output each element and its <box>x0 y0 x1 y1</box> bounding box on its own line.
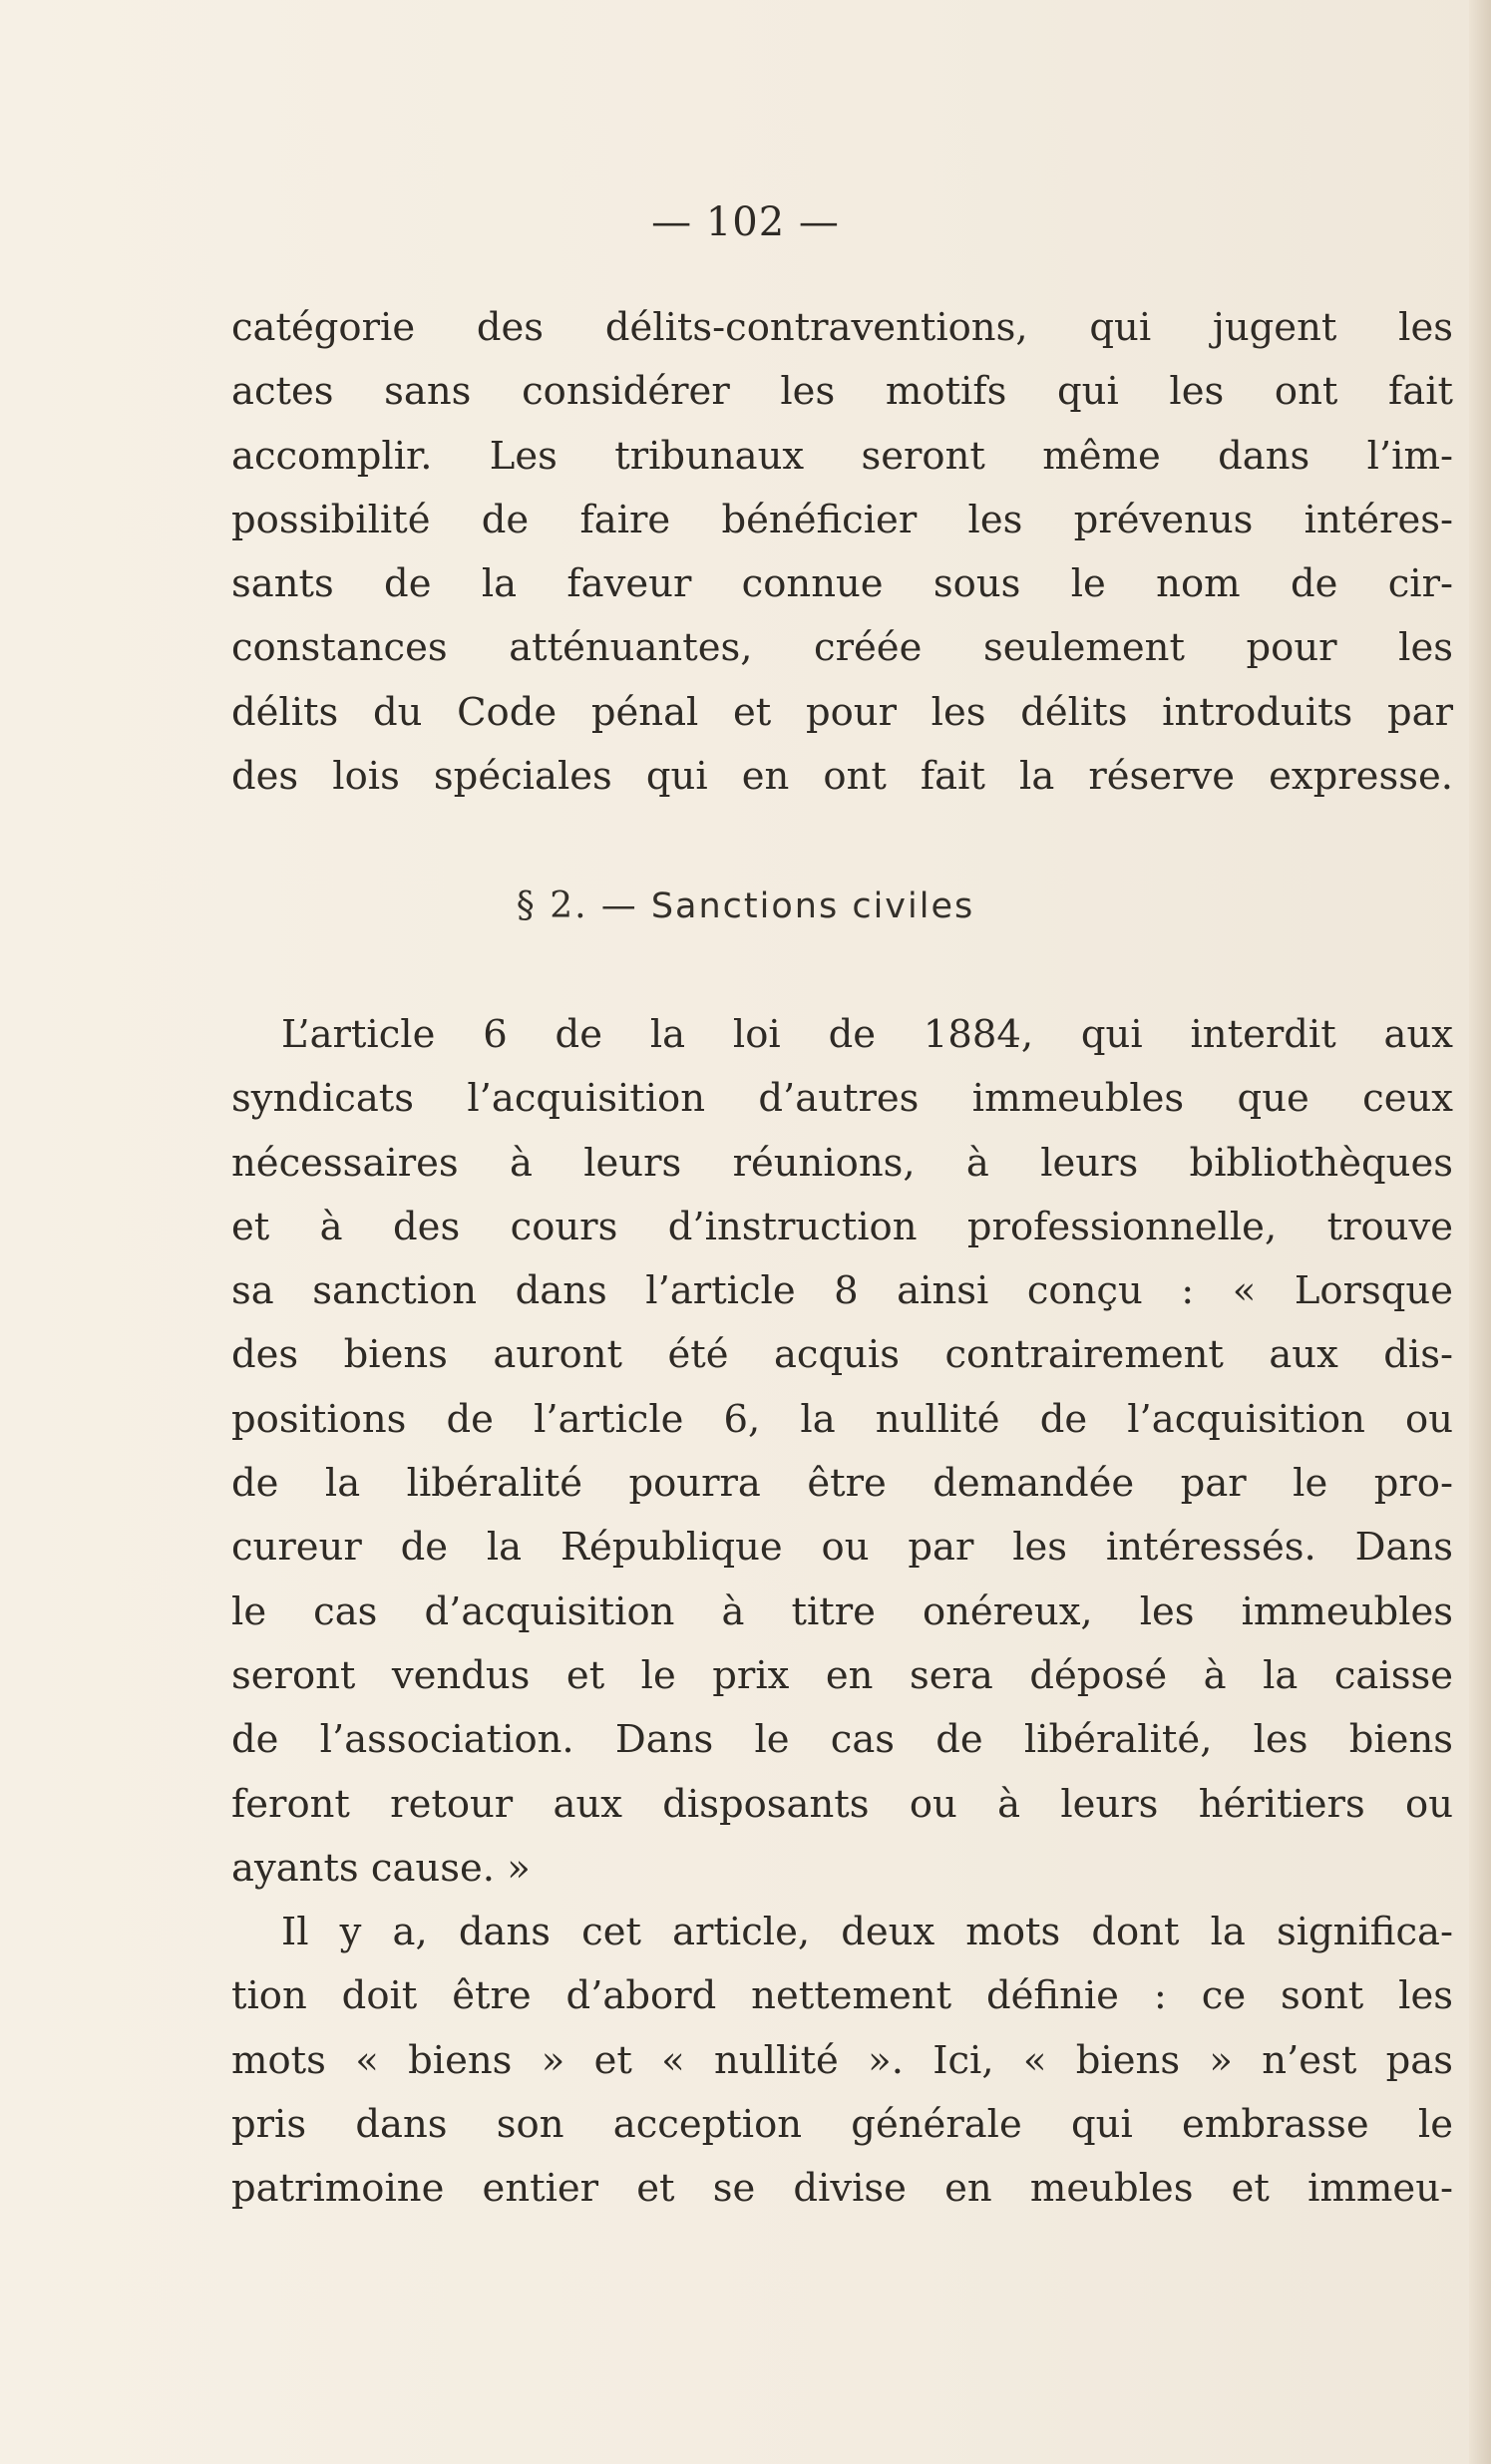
text-line: mots « biens » et « nullité ». Ici, « biens » n’est pas <box>231 2037 1453 2083</box>
text-line: feront retour aux disposants ou à leurs héritiers ou <box>231 1781 1453 1827</box>
section-title: — Sanctions civiles <box>600 886 975 926</box>
text-line: actes sans considérer les motifs qui les ont fait <box>231 369 1453 415</box>
text-line: délits du Code pénal et pour les délits introduits par <box>231 689 1453 735</box>
page-edge-shadow <box>1469 0 1491 2464</box>
text-line: le cas d’acquisition à titre onéreux, les immeubles <box>231 1588 1453 1634</box>
section-heading <box>0 885 1491 926</box>
text-line: pris dans son acception générale qui embrasse le <box>231 2102 1453 2148</box>
text-line: de l’association. Dans le cas de libéralité, les biens <box>231 1717 1453 1763</box>
text-line: nécessaires à leurs réunions, à leurs bibliothèques <box>231 1140 1453 1186</box>
text-line: des biens auront été acquis contrairement aux dis- <box>231 1332 1453 1378</box>
text-line: L’article 6 de la loi de 1884, qui interdit aux <box>281 1012 1453 1057</box>
text-line: syndicats l’acquisition d’autres immeubles que ceux <box>231 1076 1453 1122</box>
text-line: sa sanction dans l’article 8 ainsi conçu : « Lorsque <box>231 1268 1453 1314</box>
text-line: ayants cause. » <box>231 1845 531 1891</box>
section-symbol: § 2. <box>516 885 588 926</box>
text-line: et à des cours d’instruction professionnelle, trouve <box>231 1204 1453 1249</box>
text-line: seront vendus et le prix en sera déposé à la caisse <box>231 1652 1453 1698</box>
text-line: patrimoine entier et se divise en meubles et immeu- <box>231 2166 1453 2212</box>
text-line: des lois spéciales qui en ont fait la réserve expresse. <box>231 754 1453 800</box>
text-line: accomplir. Les tribunaux seront même dans l’im- <box>231 433 1453 479</box>
text-line: constances atténuantes, créée seulement pour les <box>231 625 1453 671</box>
text-line: positions de l’article 6, la nullité de l’acquisition ou <box>231 1396 1453 1442</box>
page-number: — 102 — <box>651 199 840 245</box>
text-line: sants de la faveur connue sous le nom de cir- <box>231 561 1453 607</box>
paragraph-1 <box>231 296 1453 809</box>
text-line: catégorie des délits-contraventions, qui jugent les <box>231 305 1453 350</box>
text-line: tion doit être d’abord nettement définie : ce sont les <box>231 1973 1453 2019</box>
text-line: cureur de la République ou par les intéressés. Dans <box>231 1525 1453 1571</box>
text-line: Il y a, dans cet article, deux mots dont la significa- <box>281 1910 1453 1955</box>
text-line: de la libéralité pourra être demandée par le pro- <box>231 1461 1453 1507</box>
text-line: possibilité de faire bénéficier les prévenus intéres- <box>231 497 1453 542</box>
paragraph-2 <box>231 1003 1453 2222</box>
